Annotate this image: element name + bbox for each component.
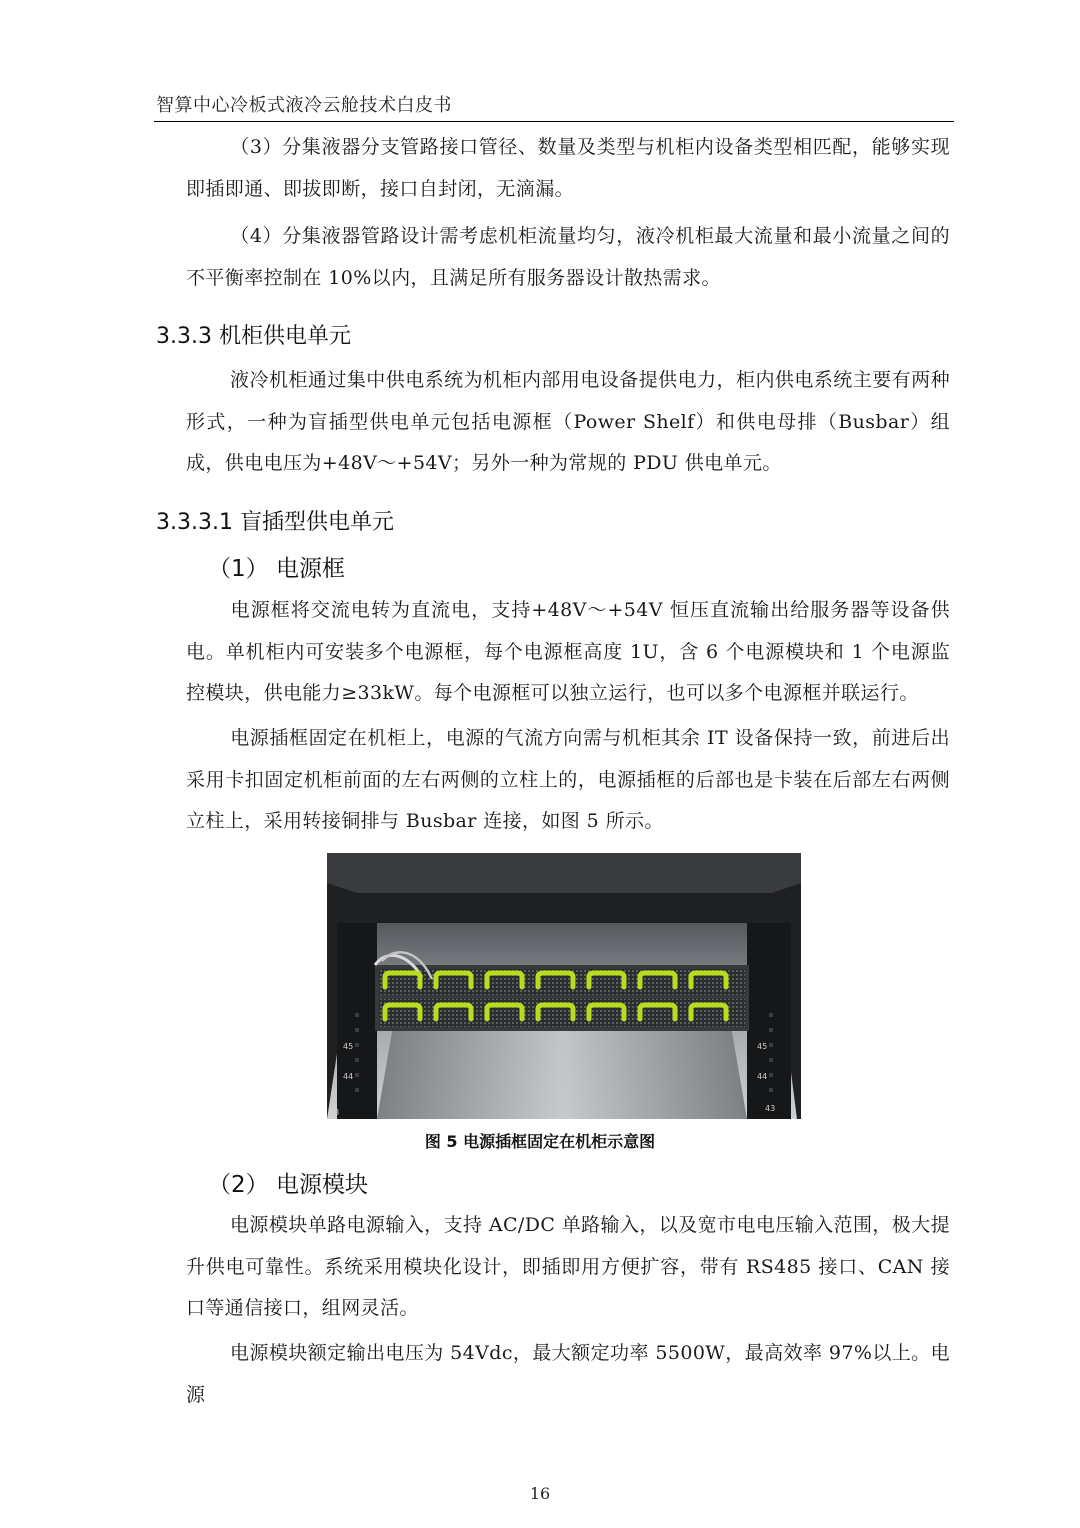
paragraph-power-module (186, 1205, 950, 1330)
rack-unit-label: 44 (757, 1072, 768, 1081)
rack-unit-label: 43 (329, 1108, 340, 1117)
rack-unit-label: 44 (343, 1072, 354, 1081)
paragraph-text: 液冷机柜通过集中供电系统为机柜内部用电设备提供电力，柜内供电系统主要有两种形式，一种为盲插型供电单元包括电源框（Power Shelf）和供电母排（Busbar）组成，供电电压为+48V～+54V；另外一种为常规的 PDU 供电单元。 (186, 369, 950, 474)
rack-unit-label: 43 (765, 1104, 776, 1113)
subheading-power-module: （2） 电源模块 (208, 1172, 368, 1198)
header-divider (154, 121, 954, 122)
rack-unit-label: 45 (343, 1042, 354, 1051)
paragraph-power-supply-intro (186, 360, 950, 485)
paragraph-power-shelf (186, 590, 950, 715)
rack-unit-label: 45 (757, 1042, 768, 1051)
paragraph-3 (186, 127, 950, 210)
paragraph-text: 电源模块额定输出电压为 54Vdc，最大额定功率 5500W，最高效率 97%以上。电源 (186, 1342, 950, 1406)
paragraph-text: （3）分集液器分支管路接口管径、数量及类型与机柜内设备类型相匹配，能够实现即插即通、即拔即断，接口自封闭，无滴漏。 (186, 136, 950, 200)
figure-power-shelf-photo (327, 853, 801, 1119)
page-number: 16 (529, 1484, 551, 1503)
section-heading-3-3-3: 3.3.3 机柜供电单元 (156, 324, 351, 349)
paragraph-power-shelf-mounting (186, 718, 950, 843)
paragraph-text: （4）分集液器管路设计需考虑机柜流量均匀，液冷机柜最大流量和最小流量之间的不平衡率控制在 10%以内，且满足所有服务器设计散热需求。 (186, 225, 950, 289)
figure-caption: 图 5 电源插框固定在机柜示意图 (424, 1132, 656, 1151)
running-header: 智算中心冷板式液冷云舱技术白皮书 (156, 95, 452, 116)
paragraph-4 (186, 216, 950, 299)
paragraph-text: 电源模块单路电源输入，支持 AC/DC 单路输入，以及宽市电电压输入范围，极大提升供电可靠性。系统采用模块化设计，即插即用方便扩容，带有 RS485 接口、CAN 接口等通信接口，组网灵活。 (186, 1214, 950, 1319)
rack-photo-illustration (327, 853, 801, 1119)
cabinet-top (327, 853, 801, 893)
paragraph-text: 电源框将交流电转为直流电，支持+48V～+54V 恒压直流输出给服务器等设备供电。单机柜内可安装多个电源框，每个电源框高度 1U，含 6 个电源模块和 1 个电源监控模块，供电能力≥33kW。每个电源框可以独立运行，也可以多个电源框并联运行。 (186, 599, 950, 704)
paragraph-text: 电源插框固定在机柜上，电源的气流方向需与机柜其余 IT 设备保持一致，前进后出采用卡扣固定机柜前面的左右两侧的立柱上的，电源插框的后部也是卡装在后部左右两侧立柱上，采用转接铜排与 Busbar 连接，如图 5 所示。 (186, 727, 950, 832)
paragraph-power-module-specs (186, 1333, 950, 1416)
section-heading-3-3-3-1: 3.3.3.1 盲插型供电单元 (156, 510, 394, 535)
subheading-power-shelf: （1） 电源框 (208, 556, 345, 582)
